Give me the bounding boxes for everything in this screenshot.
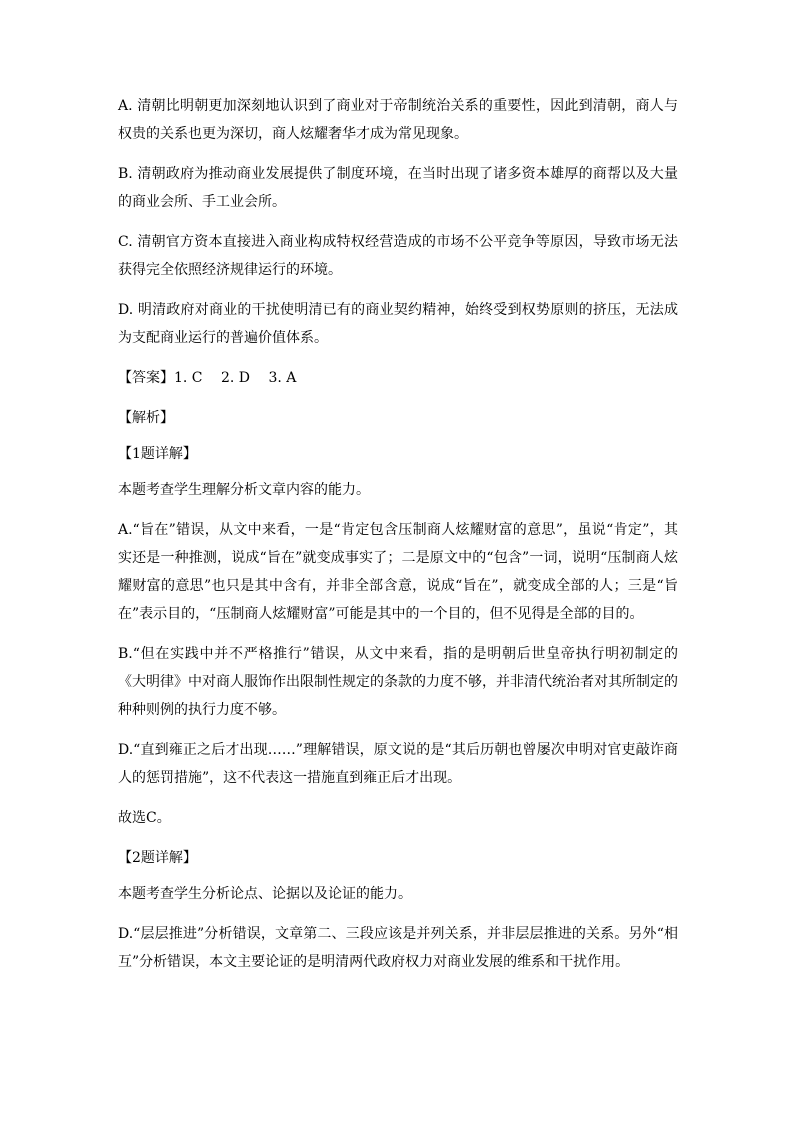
q1-intro: 本题考查学生理解分析文章内容的能力。 [118, 482, 370, 498]
q2-intro: 本题考查学生分析论点、论据以及论证的能力。 [118, 886, 412, 902]
option-a: A. 清朝比明朝更加深刻地认识到了商业对于帝制统治关系的重要性，因此到清朝，商人与权贵的关系也更为深切，商人炫耀奢华才成为常见现象。 [118, 98, 678, 142]
q2-heading: 【2题详解】 [118, 850, 197, 866]
option-d: D. 明清政府对商业的干扰使明清已有的商业契约精神，始终受到权势原则的挤压，无法成为支配商业运行的普遍价值体系。 [118, 302, 678, 346]
document-content [118, 92, 678, 988]
q1-conclusion: 故选C。 [118, 810, 171, 826]
q1-analysis-d: D.“直到雍正之后才出现……”理解错误，原文说的是“其后历朝也曾屡次申明对官吏敲诈商人的惩罚措施”，这不代表这一措施直到雍正后才出现。 [118, 742, 678, 786]
q1-heading: 【1题详解】 [118, 446, 197, 462]
answer-line: 【答案】1. C 2. D 3. A [118, 370, 297, 386]
q1-analysis-b: B.“但在实践中并不严格推行”错误，从文中来看，指的是明朝后世皇帝执行明初制定的《大明律》中对商人服饰作出限制性规定的条款的力度不够，并非清代统治者对其所制定的种种则例的执行力度不够。 [118, 646, 678, 718]
option-c: C. 清朝官方资本直接进入商业构成特权经营造成的市场不公平竞争等原因，导致市场无法获得完全依照经济规律运行的环境。 [118, 234, 678, 278]
q1-analysis-a: A.“旨在”错误，从文中来看，一是“肯定包含压制商人炫耀财富的意思”，虽说“肯定”，其实还是一种推测，说成“旨在”就变成事实了；二是原文中的“包含”一词，说明“压制商人炫耀财富的意思”也只是其中含有，并非全部含意，说成“旨在”，就变成全部的人；三是“旨在”表示目的，“压制商人炫耀财富”可能是其中的一个目的，但不见得是全部的目的。 [118, 522, 678, 622]
q2-analysis-d: D.“层层推进”分析错误，文章第二、三段应该是并列关系，并非层层推进的关系。另外“相互”分析错误，本文主要论证的是明清两代政府权力对商业发展的维系和干扰作用。 [118, 926, 678, 970]
analysis-heading: 【解析】 [118, 410, 174, 426]
option-b: B. 清朝政府为推动商业发展提供了制度环境，在当时出现了诸多资本雄厚的商帮以及大量的商业会所、手工业会所。 [118, 166, 678, 210]
